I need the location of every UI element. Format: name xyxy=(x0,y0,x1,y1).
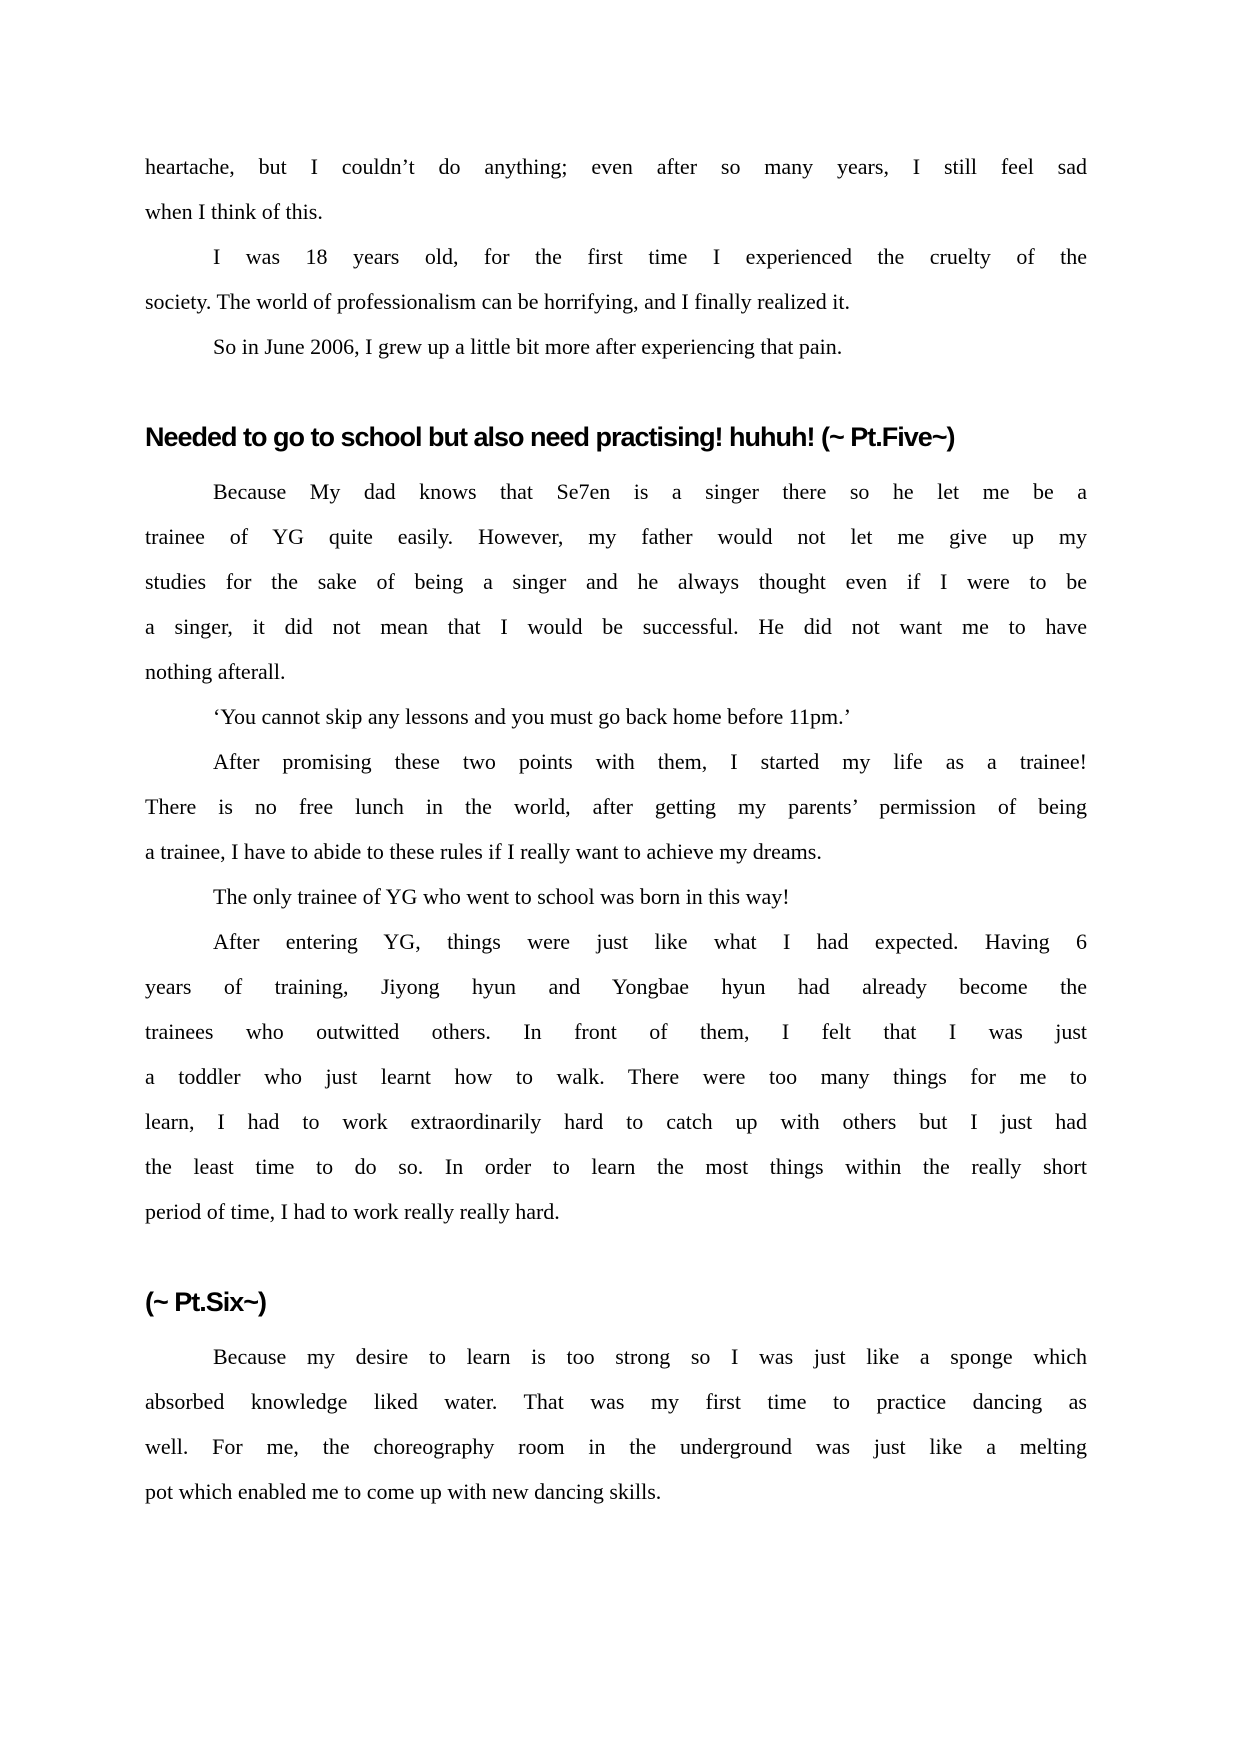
text-line: ‘You cannot skip any lessons and you must go back home before 11pm.’ xyxy=(213,704,851,729)
text-line: well. For me, the choreography room in the underground was just like a melting xyxy=(145,1434,1087,1459)
text-line: There is no free lunch in the world, after getting my parents’ permission of being xyxy=(145,794,1087,819)
text-line: pot which enabled me to come up with new dancing skills. xyxy=(145,1479,662,1504)
section-heading: Needed to go to school but also need practising! huhuh! (~ Pt.Five~) xyxy=(145,422,955,452)
text-line: nothing afterall. xyxy=(145,659,286,684)
text-line: period of time, I had to work really really hard. xyxy=(145,1199,560,1224)
section-heading: (~ Pt.Six~) xyxy=(145,1287,267,1317)
text-line: when I think of this. xyxy=(145,199,323,224)
text-line: I was 18 years old, for the first time I experienced the cruelty of the xyxy=(213,244,1087,269)
text-line: absorbed knowledge liked water. That was my first time to practice dancing as xyxy=(145,1389,1087,1414)
text-line: Because my desire to learn is too strong so I was just like a sponge which xyxy=(213,1344,1087,1369)
text-line: After promising these two points with them, I started my life as a trainee! xyxy=(213,749,1087,774)
text-line: heartache, but I couldn’t do anything; even after so many years, I still feel sad xyxy=(145,154,1087,179)
text-line: the least time to do so. In order to learn the most things within the really short xyxy=(145,1154,1087,1179)
text-line: years of training, Jiyong hyun and Yongbae hyun had already become the xyxy=(145,974,1087,999)
text-line: studies for the sake of being a singer and he always thought even if I were to be xyxy=(145,569,1087,594)
text-line: trainee of YG quite easily. However, my father would not let me give up my xyxy=(145,524,1087,549)
text-line: a toddler who just learnt how to walk. There were too many things for me to xyxy=(145,1064,1087,1089)
text-line: Because My dad knows that Se7en is a singer there so he let me be a xyxy=(213,479,1087,504)
text-line: After entering YG, things were just like what I had expected. Having 6 xyxy=(213,929,1087,954)
text-line: The only trainee of YG who went to school was born in this way! xyxy=(213,884,790,909)
text-line: a singer, it did not mean that I would be successful. He did not want me to have xyxy=(145,614,1087,639)
text-line: society. The world of professionalism can be horrifying, and I finally realized it. xyxy=(145,289,851,314)
text-line: a trainee, I have to abide to these rules if I really want to achieve my dreams. xyxy=(145,839,822,864)
text-line: learn, I had to work extraordinarily hard to catch up with others but I just had xyxy=(145,1109,1087,1134)
text-line: So in June 2006, I grew up a little bit more after experiencing that pain. xyxy=(213,334,843,359)
text-line: trainees who outwitted others. In front of them, I felt that I was just xyxy=(145,1019,1087,1044)
